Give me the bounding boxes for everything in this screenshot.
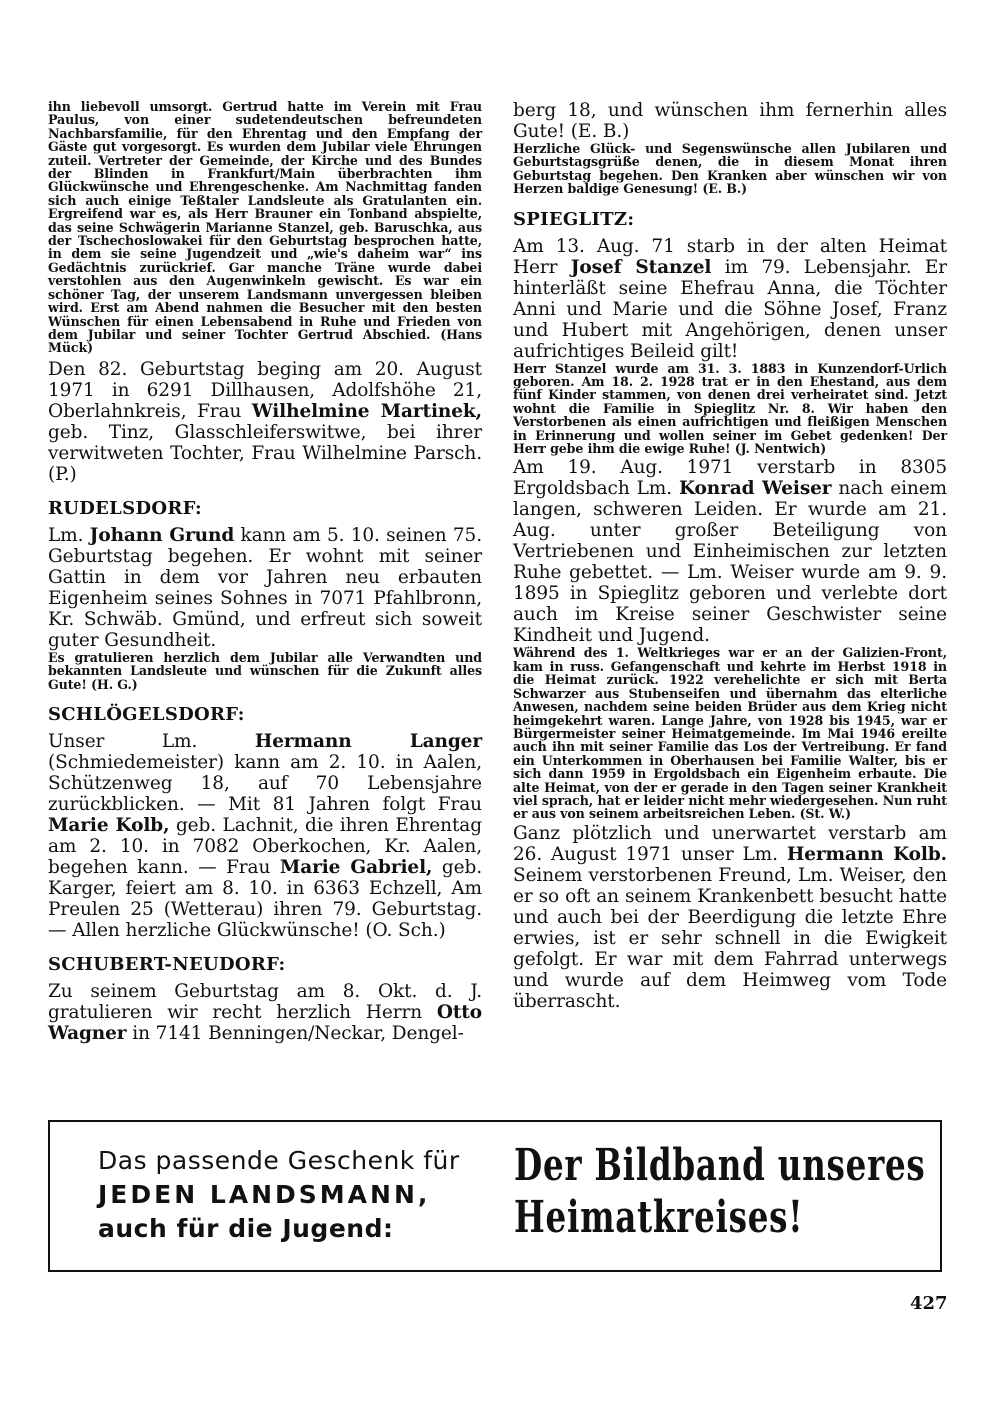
advertisement-text	[98, 1144, 518, 1246]
person-name: Josef Stanzel	[570, 256, 712, 278]
kolb-paragraph: Ganz plötzlich und unerwartet verstarb am 26. August 1971 unser Lm. Hermann Kolb. Seinem verstorbenen Freund, Lm. Weiser, den er so oft an seinem Krankenbett besucht hatte und auch bei der Beerdigung die letzte Ehre erwies, ist er sehr schnell in die Ewigkeit gefolgt. Er war mit dem Fahrrad unterwegs und wurde auf dem Heimweg vom Tode überrascht.	[513, 822, 947, 1012]
weiser-paragraph: Am 19. Aug. 1971 verstarb in 8305 Ergoldsbach Lm. Konrad Weiser nach einem langen, schweren Leiden. Er wurde am 21. Aug. unter großer Beteiligung von Vertriebenen und Einheimischen zur letzten Ruhe gebettet. — Lm. Weiser wurde am 9. 9. 1895 in Spieglitz geboren und verlebte dort auch im Kreise seiner Geschwister seine Kindheit und Jugend.	[513, 457, 947, 647]
advertisement-title-line-2: Heimatkreises!	[514, 1192, 804, 1243]
section-heading-spieglitz: SPIEGLITZ:	[513, 208, 635, 230]
person-name: Hermann Kolb.	[786, 843, 947, 865]
right-column	[513, 100, 947, 1012]
advertisement-box	[48, 1120, 942, 1272]
stanzel-paragraph: Am 13. Aug. 71 starb in der alten Heimat Herr Josef Stanzel im 79. Lebensjahr. Er hinterläßt seine Ehefrau Anna, die Töchter Anni und Marie und die Söhne Josef, Franz und Hubert mit Angehörigen, denen unser aufrichtiges Beileid gilt!	[513, 235, 948, 362]
rudelsdorf-note: Es gratulieren herzlich dem Jubilar alle Verwandten und bekannten Landsleute und wünschen für die Zukunft alles Gute! (H. G.)	[48, 649, 482, 692]
person-name: Konrad Weiser	[678, 478, 832, 500]
wishes-paragraph: Herzliche Glück- und Segenswünsche allen Jubilaren und Geburtstagsgrüße denen, die in diesem Monat ihren Geburtstag begehen. Den Kranken aber wünschen wir von Herzen baldige Genesung! (E. B.)	[513, 141, 947, 197]
section-heading-schloegelsdorf: SCHLÖGELSDORF:	[48, 703, 245, 725]
intro-paragraph: ihn liebevoll umsorgt. Gertrud hatte im Verein mit Frau Paulus, von einer sudetendeutschen befreundeten Nachbarsfamilie, für den Ehrentag und den Empfang der Gäste gut vorgesorgt. Es wurden dem Jubilar viele Ehrungen zuteil. Vertreter der Gemeinde, der Kirche und des Bundes der Blinden in Frankfurt/Main überbrachten ihm Glückwünsche und Ehrengeschenke. Am Nachmittag fanden sich auch einige Teßtaler Landsleute als Gratulanten ein. Ergreifend war es, als Herr Brauner ein Tonband abspielte, das seine Schwägerin Marianne Stanzel, geb. Baruschka, aus der Tschechoslowakei für den Geburtstag besprochen hatte, in dem sie seine Jugendzeit und „wie's daheim war“ ins Gedächtnis zurückrief. Gar manche Träne wurde dabei verstohlen aus den Augenwinkeln gewischt. Es war ein schöner Tag, der unserem Landsmann unvergessen bleiben wird. Erst am Abend nahmen die Besucher mit den besten Wünschen für einen Lebensabend in Ruhe und Frieden von dem Jubilar und seiner Tochter Gertrud Abschied. (Hans Mück)	[48, 99, 482, 356]
schubert-paragraph: Zu seinem Geburtstag am 8. Okt. d. J. gratulieren wir recht herzlich Herrn Otto Wagner in 7141 Benningen/Neckar, Dengel-	[48, 980, 482, 1044]
person-name: Otto Wagner	[48, 1001, 482, 1044]
page-number: 427	[910, 1293, 948, 1314]
section-heading-rudelsdorf: RUDELSDORF:	[48, 497, 202, 519]
advertisement-title-line-1: Der Bildband unseres	[514, 1140, 926, 1191]
martinek-paragraph: Den 82. Geburtstag beging am 20. August 1971 in 6291 Dillhausen, Adolfshöhe 21, Oberlahnkreis, Frau Wilhelmine Martinek, geb. Tinz, Glasschleiferswitwe, bei ihrer verwitweten Tochter, Frau Wilhelmine Parsch. (P.)	[48, 358, 482, 485]
rudelsdorf-paragraph: Lm. Johann Grund kann am 5. 10. seinen 75. Geburtstag begehen. Er wohnt mit seiner Gattin in dem vor Jahren neu erbauten Eigenheim seines Sohnes in 7071 Pfahlbronn, Kr. Schwäb. Gmünd, und erfreut sich soweit guter Gesundheit.	[48, 524, 482, 651]
advertisement-line-1: Das passende Geschenk für	[98, 1146, 460, 1175]
stanzel-note: Herr Stanzel wurde am 31. 3. 1883 in Kunzendorf-Urlich geboren. Am 18. 2. 1928 trat er in den Ehestand, aus dem fünf Kinder stammen, von denen drei verheiratet sind. Jetzt wohnt die Familie in Spieglitz Nr. 8. Wir haben den Verstorbenen als einen aufrichtigen und fleißigen Menschen in Erinnerung und wollen seiner im Gebet gedenken! Der Herr gebe ihm die ewige Ruhe! (J. Nentwich)	[513, 360, 947, 457]
schloegelsdorf-paragraph: Unser Lm. Hermann Langer (Schmiedemeister) kann am 2. 10. in Aalen, Schützenweg 18, auf 70 Lebensjahre zurückblicken. — Mit 81 Jahren folgt Frau Marie Kolb, geb. Lachnit, die ihren Ehrentag am 2. 10. in 7082 Oberkochen, Kr. Aalen, begehen kann. — Frau Marie Gabriel, geb. Karger, feiert am 8. 10. in 6363 Echzell, Am Preulen 25 (Wetterau) ihren 79. Geburtstag. — Allen herzliche Glückwünsche! (O. Sch.)	[48, 730, 483, 941]
person-name: Hermann Langer	[254, 730, 483, 752]
advertisement-title	[514, 1140, 926, 1244]
left-column	[48, 100, 482, 1044]
weiser-note: Während des 1. Weltkrieges war er an der Galizien-Front, kam in russ. Gefangenschaft und kehrte im Herbst 1918 in die Heimat zurück. 1922 verehelichte er sich mit Berta Schwarzer aus Stubenseifen und übernahm das elterliche Anwesen, nachdem seine beiden Brüder aus dem Krieg nicht heimgekehrt waren. Lange Jahre, von 1928 bis 1945, war er Bürgermeister seiner Heimatgemeinde. Im Mai 1946 ereilte auch ihn mit seiner Familie das Los der Vertreibung. Er fand ein Unterkommen in Oberhausen bei Familie Walter, bis er sich dann 1959 in Ergoldsbach ein Eigenheim erbaute. Die alte Heimat, von der er gerade in den Tagen seiner Krankheit viel sprach, hat er leider nicht mehr wiedergesehen. Nun ruht er aus von seinem arbeitsreichen Leben. (St. W.)	[513, 645, 947, 822]
continuation-paragraph: berg 18, und wünschen ihm fernerhin alles Gute! (E. B.)	[513, 100, 947, 142]
advertisement-line-3: auch für die Jugend:	[98, 1214, 394, 1243]
person-name: Johann Grund	[89, 524, 235, 546]
person-name: Wilhelmine Martinek,	[251, 400, 482, 422]
advertisement-line-2: JEDEN LANDSMANN,	[98, 1180, 431, 1209]
person-name: Marie Kolb,	[48, 814, 170, 836]
person-name: Marie Gabriel,	[279, 856, 433, 878]
section-heading-schubert-neudorf: SCHUBERT-NEUDORF:	[48, 953, 286, 975]
